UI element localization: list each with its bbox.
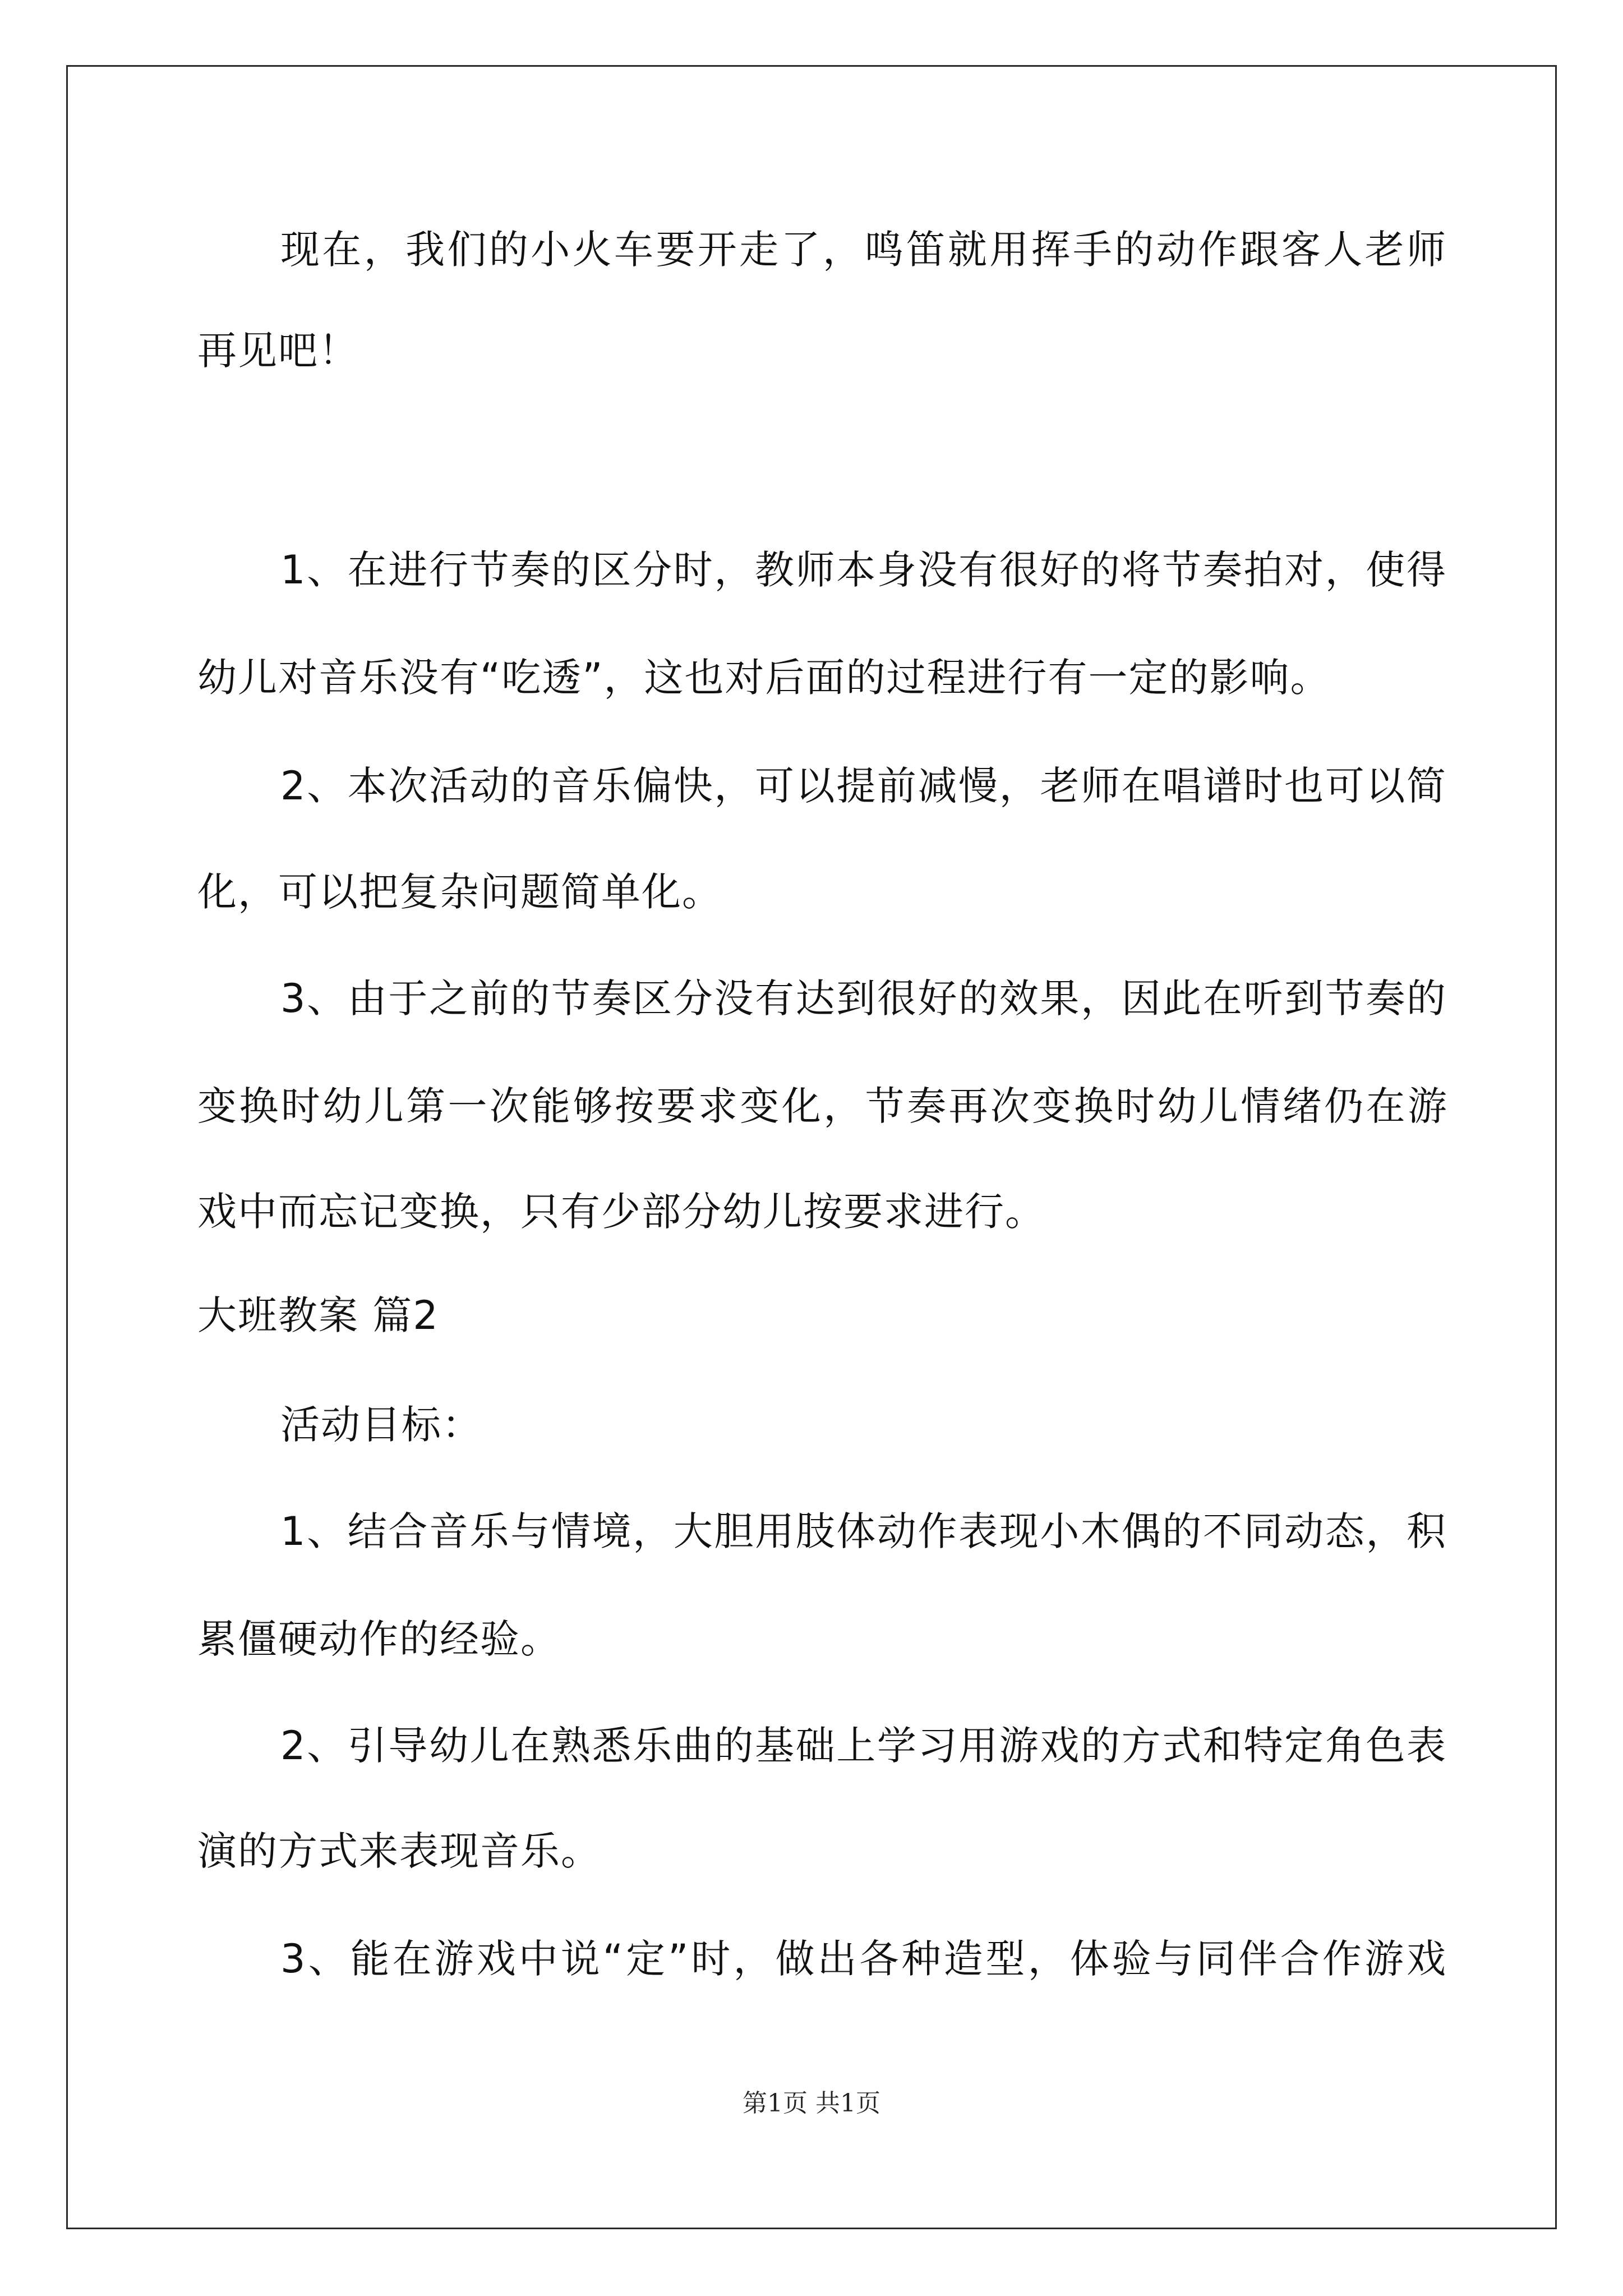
paragraph-line: 变换时幼儿第一次能够按要求变化，节奏再次变换时幼儿情绪仍在游 <box>197 1083 1448 1129</box>
paragraph-line: 幼儿对音乐没有“吃透”，这也对后面的过程进行有一定的影响。 <box>197 655 1331 701</box>
paragraph-line: 2、引导幼儿在熟悉乐曲的基础上学习用游戏的方式和特定角色表 <box>280 1723 1447 1769</box>
subheading: 活动目标： <box>280 1402 482 1448</box>
page-footer: 第1页 共1页 <box>743 2089 880 2118</box>
paragraph-line: 1、在进行节奏的区分时，教师本身没有很好的将节奏拍对，使得 <box>280 547 1447 593</box>
section-heading: 大班教案 篇2 <box>197 1292 439 1338</box>
paragraph-line: 戏中而忘记变换，只有少部分幼儿按要求进行。 <box>197 1189 1045 1235</box>
paragraph-line: 化，可以把复杂问题简单化。 <box>197 869 722 915</box>
paragraph-line: 累僵硬动作的经验。 <box>197 1616 561 1662</box>
paragraph-line: 现在，我们的小火车要开走了，鸣笛就用挥手的动作跟客人老师 <box>280 227 1447 273</box>
paragraph-line: 1、结合音乐与情境，大胆用肢体动作表现小木偶的不同动态，积 <box>280 1508 1447 1554</box>
paragraph-line: 3、由于之前的节奏区分没有达到很好的效果，因此在听到节奏的 <box>280 976 1447 1022</box>
paragraph-line: 演的方式来表现音乐。 <box>197 1828 601 1874</box>
paragraph-line: 3、能在游戏中说“定”时，做出各种造型，体验与同伴合作游戏 <box>280 1936 1447 1982</box>
paragraph-line: 2、本次活动的音乐偏快，可以提前减慢，老师在唱谱时也可以简 <box>280 763 1447 809</box>
paragraph-line: 再见吧！ <box>197 328 359 374</box>
page-border <box>66 65 1557 2229</box>
